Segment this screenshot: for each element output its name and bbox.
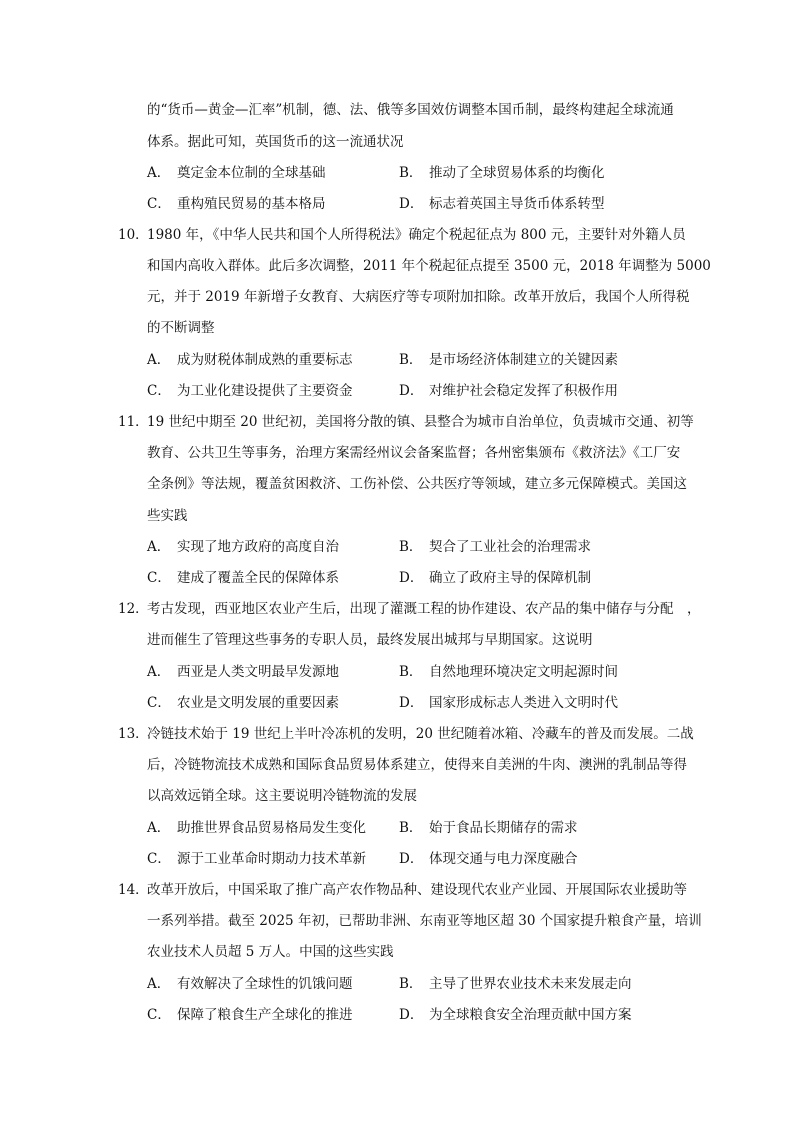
- option-letter: B．: [399, 539, 423, 555]
- option-a[interactable]: [147, 662, 339, 682]
- option-text: 标志着英国主导货币体系转型: [429, 196, 605, 212]
- option-b[interactable]: [399, 818, 578, 838]
- option-letter: D．: [399, 851, 424, 867]
- option-d[interactable]: [399, 849, 578, 869]
- question-text-line: 一系列举措。截至 2025 年初，已帮助非洲、东南亚等地区超 30 个国家提升粮食产量，培训: [147, 913, 702, 929]
- question-text-line: 以高效远销全球。这主要说明冷链物流的发展: [147, 788, 417, 804]
- option-text: 有效解决了全球性的饥饿问题: [177, 976, 353, 992]
- option-text: 主导了世界农业技术未来发展走向: [429, 976, 632, 992]
- question-text-line: 冷链技术始于 19 世纪上半叶冷冻机的发明，20 世纪随着冰箱、冷藏车的普及而发展。二战: [147, 726, 694, 742]
- question-number: 11．: [118, 414, 149, 430]
- option-letter: B．: [399, 820, 423, 836]
- option-text: 农业是文明发展的重要因素: [177, 695, 339, 711]
- option-letter: A．: [147, 539, 171, 555]
- question-text-line: 进而催生了管理这些事务的专职人员，最终发展出城邦与早期国家。这说明: [147, 632, 593, 648]
- option-letter: A．: [147, 352, 171, 368]
- option-text: 源于工业革命时期动力技术革新: [177, 851, 366, 867]
- option-text: 自然地理环境决定文明起源时间: [429, 664, 618, 680]
- option-b[interactable]: [399, 974, 632, 994]
- option-b[interactable]: [399, 350, 618, 370]
- option-text: 契合了工业社会的治理需求: [429, 539, 591, 555]
- option-b[interactable]: [399, 537, 591, 557]
- option-letter: C．: [147, 1007, 171, 1023]
- option-text: 为工业化建设提供了主要资金: [177, 383, 353, 399]
- option-text: 西亚是人类文明最早发源地: [177, 664, 339, 680]
- question-text-line: 后，冷链物流技术成熟和国际食品贸易体系建立，使得来自美洲的牛肉、澳洲的乳制品等得: [147, 757, 687, 773]
- question-10-stem: [118, 225, 686, 245]
- option-letter: C．: [147, 851, 171, 867]
- option-b[interactable]: [399, 662, 618, 682]
- option-letter: B．: [399, 165, 423, 181]
- option-text: 确立了政府主导的保障机制: [429, 570, 591, 586]
- option-c[interactable]: [147, 381, 353, 401]
- question-number: 12．: [118, 601, 149, 617]
- option-text: 国家形成标志人类进入文明时代: [429, 695, 618, 711]
- option-text: 体现交通与电力深度融合: [429, 851, 578, 867]
- option-text: 推动了全球贸易体系的均衡化: [429, 165, 605, 181]
- question-9-text-line: 体系。据此可知，英国货币的这一流通状况: [147, 134, 404, 150]
- question-text-line: 元，并于 2019 年新增子女教育、大病医疗等专项附加扣除。改革开放后，我国个人所得税: [147, 289, 690, 305]
- question-text-line: 改革开放后，中国采取了推广高产农作物品种、建设现代农业产业园、开展国际农业援助等: [147, 882, 687, 898]
- option-b[interactable]: [399, 163, 605, 183]
- option-c[interactable]: [147, 194, 326, 214]
- option-letter: C．: [147, 570, 171, 586]
- question-11-stem: [118, 412, 694, 432]
- question-number: 14．: [118, 882, 149, 898]
- option-a[interactable]: [147, 350, 353, 370]
- question-text-line: 的不断调整: [147, 320, 215, 336]
- question-text-line: 些实践: [147, 508, 188, 524]
- option-letter: C．: [147, 196, 171, 212]
- option-letter: D．: [399, 196, 424, 212]
- option-a[interactable]: [147, 818, 366, 838]
- option-letter: A．: [147, 976, 171, 992]
- question-13-stem: [118, 724, 694, 744]
- option-text: 实现了地方政府的高度自治: [177, 539, 339, 555]
- option-text: 为全球粮食安全治理贡献中国方案: [429, 1007, 632, 1023]
- option-text: 对维护社会稳定发挥了积极作用: [429, 383, 618, 399]
- option-c[interactable]: [147, 1005, 353, 1025]
- option-a[interactable]: [147, 163, 326, 183]
- option-letter: C．: [147, 695, 171, 711]
- question-text-line: 考古发现，西亚地区农业产生后，出现了灌溉工程的协作建设、农产品的集中储存与分配 ，: [147, 601, 701, 617]
- option-text: 助推世界食品贸易格局发生变化: [177, 820, 366, 836]
- option-c[interactable]: [147, 849, 366, 869]
- question-text-line: 19 世纪中期至 20 世纪初，美国将分散的镇、县整合为城市自治单位，负责城市交通、初等: [147, 414, 694, 430]
- option-letter: D．: [399, 570, 424, 586]
- question-14-stem: [118, 880, 687, 900]
- option-letter: D．: [399, 1007, 424, 1023]
- option-letter: D．: [399, 383, 424, 399]
- option-d[interactable]: [399, 1005, 632, 1025]
- option-d[interactable]: [399, 568, 591, 588]
- question-text-line: 1980 年，《中华人民共和国个人所得税法》确定个税起征点为 800 元，主要针对外籍人员: [147, 227, 686, 243]
- option-a[interactable]: [147, 974, 353, 994]
- option-text: 成为财税体制成熟的重要标志: [177, 352, 353, 368]
- question-text-line: 和国内高收入群体。此后多次调整，2011 年个税起征点提至 3500 元，2018 年调整为 5000: [147, 258, 711, 274]
- option-letter: A．: [147, 820, 171, 836]
- option-letter: A．: [147, 165, 171, 181]
- option-text: 保障了粮食生产全球化的推进: [177, 1007, 353, 1023]
- question-number: 10．: [118, 227, 149, 243]
- option-a[interactable]: [147, 537, 339, 557]
- option-letter: D．: [399, 695, 424, 711]
- question-9-text-line: 的“货币—黄金—汇率”机制，德、法、俄等多国效仿调整本国币制，最终构建起全球流通: [147, 102, 674, 118]
- option-d[interactable]: [399, 381, 618, 401]
- option-letter: C．: [147, 383, 171, 399]
- question-12-stem: [118, 599, 701, 619]
- option-text: 奠定金本位制的全球基础: [177, 165, 326, 181]
- option-letter: A．: [147, 664, 171, 680]
- option-d[interactable]: [399, 693, 618, 713]
- option-d[interactable]: [399, 194, 605, 214]
- option-c[interactable]: [147, 693, 339, 713]
- question-number: 13．: [118, 726, 149, 742]
- question-text-line: 全条例》等法规，覆盖贫困救济、工伤补偿、公共医疗等领域，建立多元保障模式。美国这: [147, 476, 687, 492]
- option-letter: B．: [399, 664, 423, 680]
- option-text: 建成了覆盖全民的保障体系: [177, 570, 339, 586]
- option-text: 始于食品长期储存的需求: [429, 820, 578, 836]
- option-letter: B．: [399, 352, 423, 368]
- option-text: 重构殖民贸易的基本格局: [177, 196, 326, 212]
- question-text-line: 教育、公共卫生等事务，治理方案需经州议会备案监督；各州密集颁布《救济法》《工厂安: [147, 445, 681, 461]
- option-c[interactable]: [147, 568, 339, 588]
- option-letter: B．: [399, 976, 423, 992]
- question-text-line: 农业技术人员超 5 万人。中国的这些实践: [147, 944, 394, 960]
- option-text: 是市场经济体制建立的关键因素: [429, 352, 618, 368]
